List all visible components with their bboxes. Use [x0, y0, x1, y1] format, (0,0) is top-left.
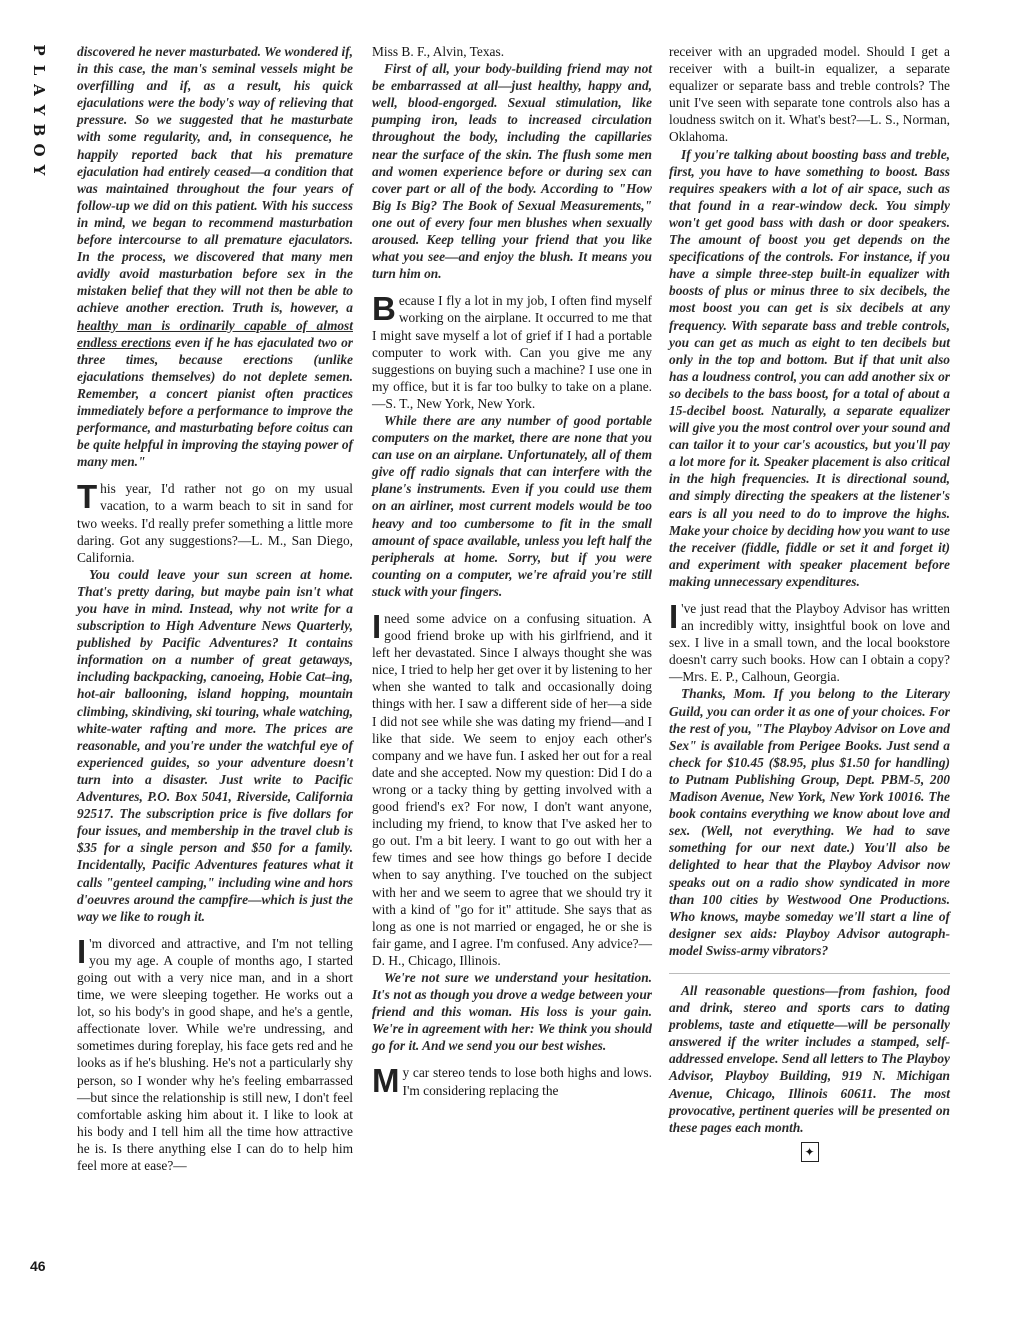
column-3: [669, 43, 950, 1162]
drop-cap: I: [669, 598, 679, 635]
question-advisor-book: I 've just read that the Playboy Advisor has written an incredibly witty, insightful book on love and sex. I live in a small town, and the local bookstore doesn't carry such books. How can I obtain a copy?—Mrs. E. P., Calhoun, Georgia.: [669, 598, 950, 685]
question-computer: Because I fly a lot in my job, I often find myself working on the airplane. It occurred to me that I might save myself a lot of grief if I had a portable computer to work with. Can you give me any suggestions on buying such a machine? I use one in my office, but it is far too bulky to take on a plane.—S. T., New York, New York.: [372, 290, 652, 411]
underlined-text: healthy man is ordinarily capable of almost endless erections: [77, 317, 353, 350]
advisor-footer-note: All reasonable questions—from fashion, food and drink, stereo and sports cars to dating problems, taste and etiquette—will be personally answered if the writer includes a stamped, self-addressed envelope. Send all letters to The Playboy Advisor, Playboy Building, 919 N. Michigan Avenue, Chicago, Illinois 60611. The most provocative, pertinent queries will be presented on these pages each month.: [669, 973, 950, 1136]
drop-cap: I: [372, 608, 382, 645]
question-blushing: I 'm divorced and attractive, and I'm not telling you my age. A couple of months ago, I started going out with a very nice man, and in a short time, we were sleeping together. He works out a lot, so his body's in good shape, and he's a gentle, affectionate lover. While we're undressing, and sometimes during foreplay, his face gets red and he looks as if he's blushing. He's not a particularly shy person, so I wonder why he's feeling embarrassed—but since the relationship is still new, I don't feel comfortable asking him about it. I like to look at his body and I tell him all the time how attractive he is. Is there anything else I can do to help him feel more at ease?—: [77, 932, 353, 1173]
page-number: 46: [30, 1258, 46, 1274]
drop-cap: B: [372, 290, 396, 328]
drop-cap: I: [77, 932, 87, 970]
answer-car-stereo: If you're talking about boosting bass and treble, first, you have to have something to boost. Bass requires speakers with a lot of air space, such as that found in a rear-window deck. You simply won't get good bass with dash or door speakers. The amount of boost you get depends on the specifications of the controls. For instance, if you have a simple three-step built-in equalizer with boosts of plus or minus three to six decibels, the most boost you can get is six decibels at any frequency. With separate bass and treble controls, you can get as much as eight to ten decibels but only in the top and bottom. But if that unit also has a loudness control, you can add another six or so decibels to the bass boost, for a total of about a 15-decibel boost. Naturally, a separate equalizer will give you the most control over your sound and can tailor it to your car's acoustics, but you'll pay a lot more for it. Speaker placement is also critical in the high frequencies. It is directional sound, and simply directing the speakers at the listener's ears is all you need to do to improve the highs. Make your choice by deciding how you want to use the receiver (fiddle, fiddle or set it and forget it) and experiment with speaker placement before making unnecessary expenditures.: [669, 146, 950, 589]
side-title-letter: A: [30, 84, 48, 96]
question-friends-ex: I need some advice on a confusing situation. A good friend broke up with his girlfriend, and it left her devastated. Since I always thought she was nice, I tried to help her get over it by listening to her when she wanted to talk and occasionally doing things with her. I saw a different side of her—a side I did not see while she was dating my friend—and I like that side. We seem to enjoy each other's company and we have fun. I asked her out for a real date and she accepted. Now my question: Did I do a wrong or a tacky thing by getting involved with a good friend's ex? For now, I don't want anyone, including my friend, to know that I've asked her to go out. I'm a bit leery. I want to go out with her a few times and see how things go before I decide when to say anything. I've touched on the subject with her and we seem to agree that we should try it with a kind of "go for it" attitude. She says that as long as one is not married or engaged, he or she is fair game, and I agree. I'm confused. Any advice?—D. H., Chicago, Illinois.: [372, 608, 653, 968]
side-title-letter: Y: [30, 104, 48, 116]
answer-continued: discovered he never masturbated. We wondered if, in this case, the man's seminal vessels might be overfilling and if, as a result, his quick ejaculations were the body's way of relieving that pressure. So we suggested that he masturbate with some regularity, and, in consequence, he happily reported back that his premature ejaculation had entirely ceased—a condition that was maintained throughout the four years of follow-up we did on this patient. With his success in mind, we began to recommend masturbation before intercourse to all premature ejaculators. In the process, we discovered that many men avidly avoid masturbation before sex in the mistaken belief that they will not then be able to achieve another erection. Truth is, however, a healthy man is ordinarily capable of almost endless erections even if he has ejaculated two or three times, because erections (unlike ejaculations themselves) do not deplete semen. Remember, a concert pianist often practices immediately before a performance to improve the performance, and masturbating before coitus can be quite helpful in improving the staying power of many men.": [77, 44, 353, 470]
answer-vacation: You could leave your sun screen at home. That's pretty daring, but maybe pain isn't what you have in mind. Instead, why not write for a subscription to High Adventure News Quarterly, published by Pacific Adventures? It contains information on a number of great getaways, including backpacking, canoeing, Hobie Cat–ing, hot-air ballooning, island hopping, mountain climbing, skindiving, ski touring, whale watching, white-water rafting and more. The prices are reasonable, and you're under the watchful eye of experienced guides, so your adventure doesn't turn into a disaster. Just write to Pacific Adventures, P.O. Box 5041, Riverside, California 92517. The subscription price is five dollars for four issues, and membership in the travel club is $35 for a single person and $50 for a family. Incidentally, Pacific Adventures features what it calls "genteel camping," including wine and hors d'oeuvres around the campfire—which is just the way we like to rough it.: [77, 566, 353, 924]
side-magazine-title: [28, 40, 50, 180]
question-vacation: This year, I'd rather not go on my usual vacation, to a warm beach to sit in sand for two weeks. I'd really prefer something a little more daring. Got any suggestions?—L. M., San Diego, California.: [77, 478, 353, 565]
side-title-letter: O: [30, 143, 48, 157]
column-2: [372, 43, 652, 1099]
column-1: [77, 43, 353, 1174]
side-title-letter: Y: [30, 164, 48, 176]
answer-friends-ex: We're not sure we understand your hesitation. It's not as though you drove a wedge between your friend and this woman. His loss is your gain. We're in agreement with her: We think you should go for it. And we send you our best wishes.: [372, 969, 652, 1054]
drop-cap: M: [372, 1062, 400, 1100]
side-title-letter: P: [30, 44, 48, 56]
answer-advisor-book: Thanks, Mom. If you belong to the Literary Guild, you can order it as one of your choices. For the rest of you, "The Playboy Advisor on Love and Sex" is available from Perigee Books. Just send a check for $10.45 ($8.95, plus $1.50 for handling) to Putnam Publishing Group, Dept. PBM-5, 200 Madison Avenue, New York, New York 10016. The book contains everything we know about love and sex. (Well, not everything. We had to save something for our next date.) You'll also be delighted to hear that the Playboy Advisor now speaks out on a radio show syndicated in more than 100 cities by Westwood One Productions. Who knows, maybe someday we'll start a line of designer sex aids: Playboy Advisor autograph-model Swiss-army vibrators?: [669, 686, 950, 958]
answer-computer: While there are any number of good portable computers on the market, there are none that you can use on an airplane. Unfortunately, all of them give off radio signals that can interfere with the plane's instruments. Even if you could use them on an airliner, most current models would be too heavy and too cumbersome to fit in the small amount of space available, unless you left half the peripherals at home. Sorry, but if you were counting on a computer, we're afraid you're still stuck with your fingers.: [372, 412, 652, 599]
question-car-stereo: My car stereo tends to lose both highs and lows. I'm considering replacing the: [372, 1062, 652, 1100]
drop-cap: T: [77, 478, 98, 516]
question-signature: Miss B. F., Alvin, Texas.: [372, 44, 505, 59]
side-title-letter: B: [30, 123, 48, 137]
rabbit-head-icon: ✦: [801, 1142, 819, 1162]
question-car-stereo-continued: receiver with an upgraded model. Should I get a receiver with a built-in equalizer, a separate equalizer or separate bass and treble controls? The unit I've seen with separate tone controls also has a loudness switch on it. What's best?—L. S., Norman, Oklahoma.: [669, 44, 950, 145]
side-title-letter: L: [30, 64, 48, 76]
answer-blushing: First of all, your body-building friend may not be embarrassed at all—just healthy, happy and, well, blood-engorged. Sexual stimulation, like pumping iron, leads to increased circulation throughout the body, including the capillaries near the surface of the skin. The flush some men and women experience before or during sex can cover part or all of the body. According to "How Big Is Big? The Book of Sexual Measurements," one out of every four men blushes when sexually aroused. Keep telling your friend that you like what you see—and enjoy the blush. It means you turn him on.: [372, 61, 652, 282]
